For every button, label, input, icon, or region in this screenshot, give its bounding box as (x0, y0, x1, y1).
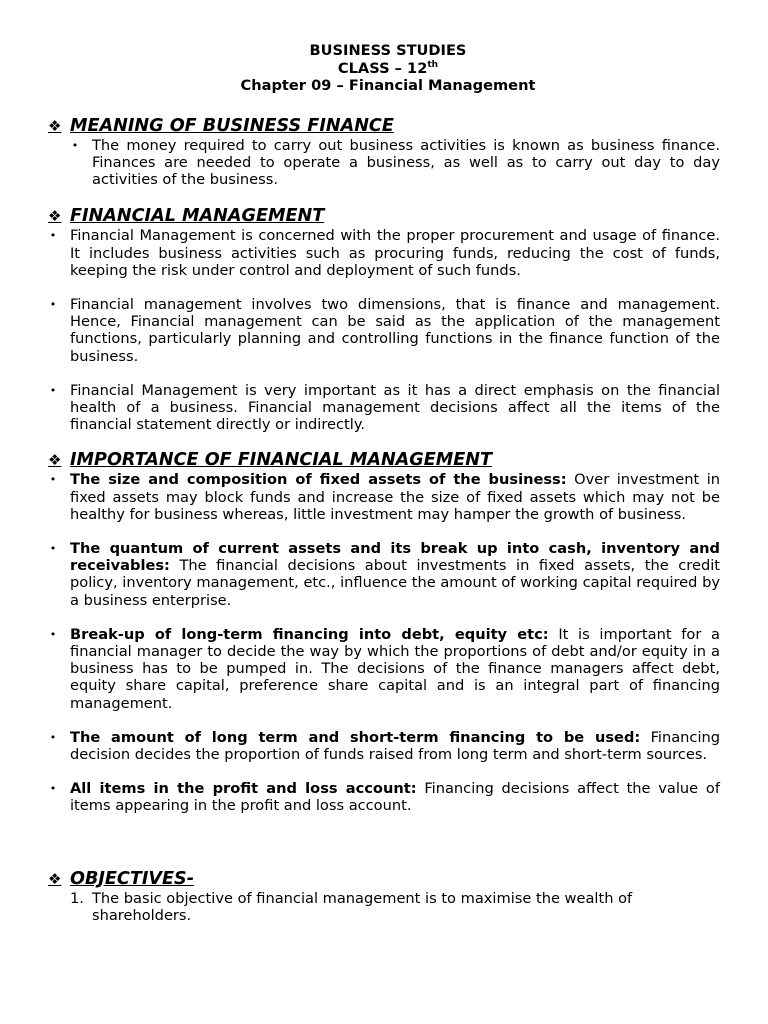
heading-text: FINANCIAL MANAGEMENT (70, 206, 325, 227)
list-item-lead: The quantum of current assets and its break up into cash, inventory and receivables: (70, 540, 720, 575)
bullet-icon: • (49, 782, 57, 796)
list-item (48, 137, 720, 189)
objectives-list (48, 890, 720, 924)
chapter-title: Chapter 09 – Financial Management (240, 77, 536, 95)
list-item (48, 729, 720, 763)
list-item (48, 626, 720, 712)
bullet-icon: • (71, 138, 79, 152)
bullet-icon: • (49, 298, 57, 311)
list-item (48, 382, 720, 434)
list-item-number: 1. (70, 889, 84, 907)
list-item (48, 227, 720, 279)
subject-title: BUSINESS STUDIES (309, 42, 467, 59)
bullet-icon: • (49, 730, 57, 744)
heading-meaning-of-business-finance (48, 115, 720, 137)
list-item (48, 780, 720, 814)
diamond-bullet-icon: ❖ (48, 207, 62, 226)
list-item (48, 890, 720, 924)
list-item-text: Financial management involves two dimensions, that is finance and management. Hence, Financial management can be said as the application of the management functions, particularly planning and controlling functions in the finance function of the business. (70, 296, 720, 365)
heading-objectives (48, 868, 720, 890)
diamond-bullet-icon: ❖ (48, 869, 62, 888)
heading-text: IMPORTANCE OF FINANCIAL MANAGEMENT (70, 450, 493, 471)
bullet-icon: • (49, 542, 57, 556)
diamond-bullet-icon: ❖ (48, 451, 62, 470)
document-header (56, 42, 720, 95)
heading-importance-of-financial-management (48, 449, 720, 471)
list-item-text: It is important for a financial manager to decide the way by which the proportions of debt and/or equity in a business has to be pumped in. The decisions of the finance managers affect debt, equity share capital, preference share capital and is an integral part of financing management. (70, 625, 720, 712)
meaning-list (48, 137, 720, 189)
list-item-text: Financing decision decides the proportion of funds raised from long term and short-term sources. (70, 728, 721, 764)
list-item-lead: Break-up of long-term financing into debt, equity etc: (70, 625, 549, 643)
class-title (56, 60, 720, 78)
financial-management-list (48, 227, 720, 433)
list-item-text: The money required to carry out business activities is known as business finance. Finances are needed to operate a business, as well as to carry out day to day activities of the business. (92, 136, 720, 189)
list-item-text: Over investment in fixed assets may block funds and increase the size of fixed assets which may not be healthy for business whereas, little investment may hamper the growth of business. (70, 471, 720, 523)
importance-list (48, 471, 720, 814)
heading-text: MEANING OF BUSINESS FINANCE (70, 115, 394, 136)
list-item-text: The financial decisions about investments in fixed assets, the credit policy, inventory management, etc., influence the amount of working capital required by a business enterprise. (70, 557, 720, 609)
list-item-text: Financing decisions affect the value of items appearing in the profit and loss account. (70, 780, 720, 815)
heading-financial-management (48, 205, 720, 227)
class-superscript: th (427, 59, 439, 70)
list-item-text: Financial Management is very important as it has a direct emphasis on the financial health of a business. Financial management decisions affect all the items of the financial statement directly or indirectly. (70, 381, 720, 434)
list-item-text: The basic objective of financial management is to maximise the wealth of shareholders. (92, 889, 633, 924)
bullet-icon: • (49, 473, 57, 487)
list-item-lead: All items in the profit and loss account: (70, 780, 417, 798)
list-item-lead: The size and composition of fixed assets of the business: (70, 471, 567, 489)
bullet-icon: • (49, 229, 57, 243)
list-item (48, 540, 720, 609)
class-label: CLASS – 12 (337, 59, 428, 77)
list-item-text: Financial Management is concerned with the proper procurement and usage of finance. It includes business activities such as procuring funds, reducing the cost of funds, keeping the risk under control and deployment of such funds. (70, 227, 720, 279)
heading-text: OBJECTIVES- (70, 868, 194, 889)
diamond-bullet-icon: ❖ (48, 116, 62, 135)
bullet-icon: • (49, 383, 57, 397)
list-item-lead: The amount of long term and short-term financing to be used: (70, 728, 641, 746)
bullet-icon: • (49, 627, 57, 641)
list-item (48, 471, 720, 523)
list-item (48, 296, 720, 365)
